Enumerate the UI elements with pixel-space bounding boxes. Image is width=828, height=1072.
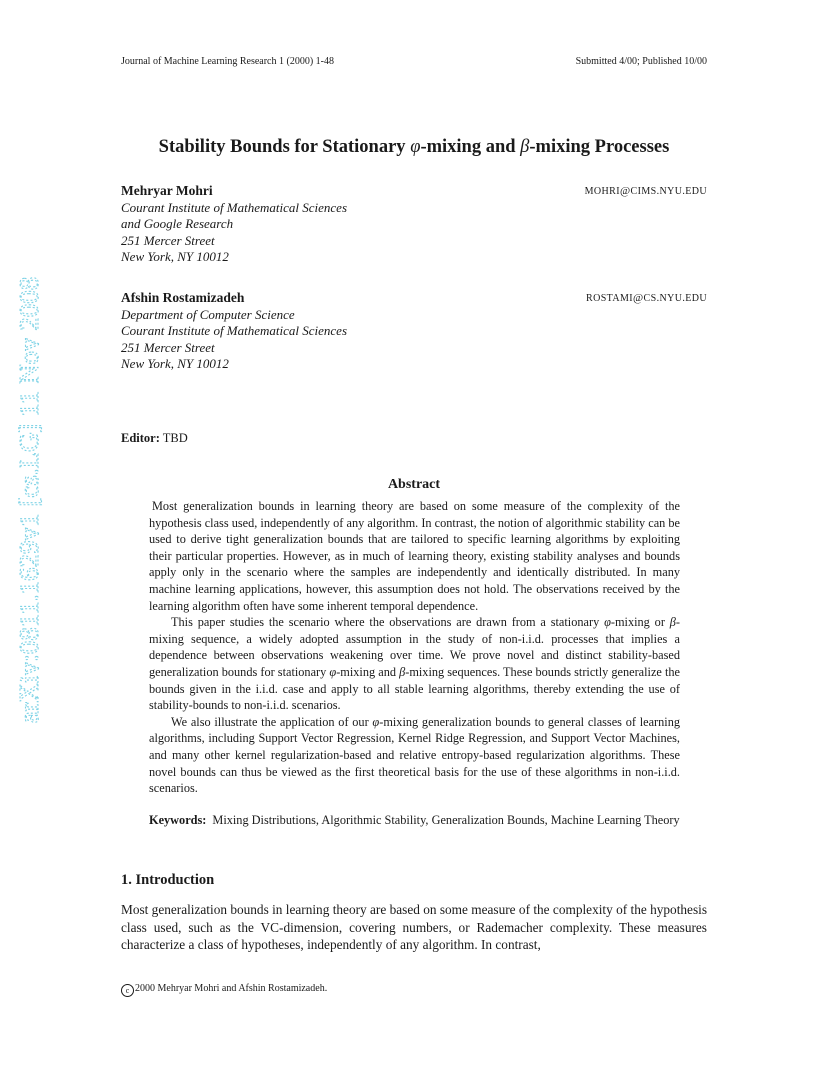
phi-symbol: φ [372,714,380,729]
phi-symbol: φ [329,664,337,679]
affiliation-line: New York, NY 10012 [121,248,229,264]
copyright-icon: c [121,984,134,997]
title-text-1: Stability Bounds for Stationary [158,137,411,157]
author-name: Mehryar Mohri [121,183,213,198]
affiliation-line: New York, NY 10012 [121,355,229,371]
email-user: MOHRI [584,186,620,197]
author-email[interactable]: ROSTAMI@CS.NYU.EDU [586,292,707,304]
affiliation-line: Courant Institute of Mathematical Sciences [121,323,348,339]
paper-title [0,135,828,159]
abstract-paragraph-2: This paper studies the scenario where the observations are drawn from a stationary φ-mixing or β-mixing sequence, a widely adopted assumption in the study of non-i.i.d. processes that implies a dependence between observations weakening over time. We prove novel and distinct stability-based generalization bounds for stationary φ-mixing and β-mixing sequences. These bounds strictly generalize the bounds given in the i.i.d. case and apply to all stable learning algorithms, thereby extending the use of stability-bounds to non-i.i.d. scenarios. [149,615,680,713]
running-header-journal: Journal of Machine Learning Research 1 (2000) 1-48 [121,56,334,67]
email-domain: CS.NYU.EDU [643,293,707,304]
keywords [149,812,680,829]
introduction-paragraph: Most generalization bounds in learning theory are based on some measure of the complexity of the hypothesis class used, such as the VC-dimension, covering numbers, or Rademacher complexity. These measures characterize a class of hypotheses, independently of any algorithm. In contrast, [121,902,707,953]
title-phi-symbol: φ [410,137,421,157]
affiliation-line: and Google Research [121,216,234,232]
email-domain: CIMS.NYU.EDU [630,186,707,197]
arxiv-stamp [6,260,48,740]
beta-symbol: β [669,615,676,630]
section-heading-introduction: 1. Introduction [121,872,215,888]
phi-symbol: φ [604,615,611,630]
affiliation-line: 251 Mercer Street [121,339,215,355]
editor-line [121,430,188,446]
affiliation-line: 251 Mercer Street [121,232,215,248]
abstract-paragraph-3: We also illustrate the application of our φ-mixing generalization bounds to general classes of learning algorithms, including Support Vector Regression, Kernel Ridge Regression, and Support Vector Machines, and many other kernel regularization-based and relative entropy-based regularization algorithms. These novel bounds can thus be viewed as the first theoretical basis for the use of these algorithms in non-i.i.d. scenarios. [149,714,680,796]
title-text-3: -mixing Processes [529,137,670,157]
keywords-label: Keywords: [149,813,207,827]
running-header-dates: Submitted 4/00; Published 10/00 [575,56,707,67]
footer-copyright [121,983,327,997]
affiliation-line: Department of Computer Science [121,307,295,322]
email-user: ROSTAMI [586,293,634,304]
beta-symbol: β [399,664,406,679]
arxiv-stamp-text: arXiv:0811.1629v1 [cs.LG] 11 Nov 2008 [14,276,44,724]
author-block-2 [121,289,707,372]
title-text-2: -mixing and [420,137,521,157]
editor-value: TBD [159,431,188,445]
author-block-1 [121,182,707,265]
abstract-body [149,498,680,797]
abstract-paragraph-1: Most generalization bounds in learning theory are based on some measure of the complexity of the hypothesis class used, independently of any algorithm. In contrast, the notion of algorithmic stability can be used to derive tight generalization bounds that are tailored to specific learning algorithms by exploiting their particular properties. However, as in much of learning theory, existing stability analyses and bounds apply only in the scenario where the samples are independently and identically distributed. In many machine learning applications, however, this assumption does not hold. The observations received by the learning algorithm often have some inherent temporal dependence. [149,499,680,613]
copyright-text: 2000 Mehryar Mohri and Afshin Rostamizadeh. [135,983,328,994]
affiliation-line: Courant Institute of Mathematical Sciences [121,200,348,215]
author-name: Afshin Rostamizadeh [121,290,245,305]
editor-label: Editor: [121,431,160,445]
abstract-heading: Abstract [387,477,441,492]
introduction-body [121,901,707,954]
keywords-value: Mixing Distributions, Algorithmic Stability, Generalization Bounds, Machine Learning Theory [212,813,680,827]
author-email[interactable]: MOHRI@CIMS.NYU.EDU [584,185,707,197]
title-beta-symbol: β [520,137,530,157]
